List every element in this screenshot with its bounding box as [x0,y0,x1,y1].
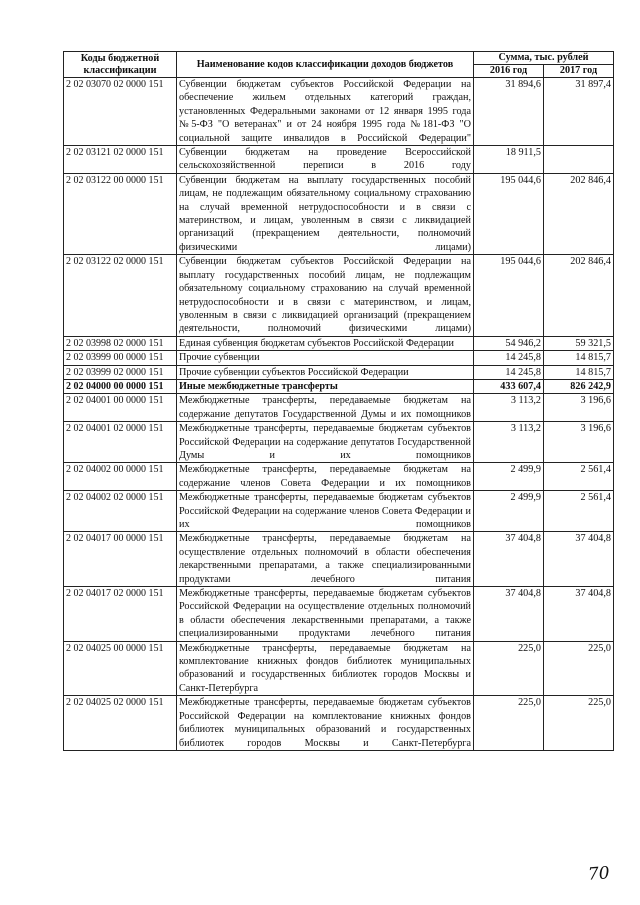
row-code: 2 02 03122 02 0000 151 [64,255,177,336]
row-value-2016: 3 113,2 [474,394,544,422]
row-code: 2 02 04002 02 0000 151 [64,491,177,532]
table-row [64,336,614,350]
row-value-2017: 3 196,6 [544,394,614,422]
row-name: Межбюджетные трансферты, передаваемые бюджетам на комплектование книжных фондов библиотек муниципальных образований и государственных библиотек городов Москвы и Санкт-Петербурга [177,641,474,696]
table-row [64,532,614,587]
budget-table [63,51,614,751]
row-value-2017: 31 897,4 [544,78,614,146]
row-name: Единая субвенция бюджетам субъектов Российской Федерации [177,336,474,350]
table-row [64,379,614,393]
row-code: 2 02 03121 02 0000 151 [64,146,177,174]
row-name: Прочие субвенции субъектов Российской Федерации [177,365,474,379]
header-code: Коды бюджетной классификации [64,52,177,78]
table-row [64,146,614,174]
row-value-2016: 433 607,4 [474,379,544,393]
row-value-2016: 3 113,2 [474,422,544,463]
row-code: 2 02 04001 02 0000 151 [64,422,177,463]
row-name: Субвенции бюджетам на выплату государственных пособий лицам, не подлежащим обязательному социальному страхованию на случай временной нетрудоспособности и в связи с материнством, и лицам, уволенным в связи с ликвидацией организаций (прекращением деятельности, полномочий физическими лицами) [177,173,474,254]
row-value-2016: 18 911,5 [474,146,544,174]
row-name: Межбюджетные трансферты, передаваемые бюджетам на осуществление отдельных полномочий в области обеспечения лекарственными препаратами, а также специализированными продуктами лечебного питания [177,532,474,587]
row-value-2017: 37 404,8 [544,532,614,587]
row-code: 2 02 03122 00 0000 151 [64,173,177,254]
row-name: Межбюджетные трансферты, передаваемые бюджетам на содержание членов Совета Федерации и их помощников [177,463,474,491]
row-code: 2 02 04025 00 0000 151 [64,641,177,696]
table-row [64,641,614,696]
row-value-2017: 37 404,8 [544,587,614,642]
row-name: Прочие субвенции [177,351,474,365]
table-row [64,173,614,254]
row-code: 2 02 03070 02 0000 151 [64,78,177,146]
row-code: 2 02 04002 00 0000 151 [64,463,177,491]
row-value-2016: 225,0 [474,641,544,696]
row-value-2017: 2 561,4 [544,491,614,532]
page-number: 70 [587,863,611,885]
table-row [64,696,614,751]
row-value-2016: 37 404,8 [474,587,544,642]
table-row [64,463,614,491]
table-row [64,394,614,422]
row-value-2016: 31 894,6 [474,78,544,146]
row-code: 2 02 04025 02 0000 151 [64,696,177,751]
table-row [64,255,614,336]
table-row [64,365,614,379]
row-value-2017: 202 846,4 [544,173,614,254]
row-value-2017: 202 846,4 [544,255,614,336]
row-name: Иные межбюджетные трансферты [177,379,474,393]
row-value-2016: 195 044,6 [474,173,544,254]
row-value-2016: 37 404,8 [474,532,544,587]
row-value-2016: 195 044,6 [474,255,544,336]
row-value-2016: 2 499,9 [474,491,544,532]
row-value-2017: 2 561,4 [544,463,614,491]
row-value-2017: 59 321,5 [544,336,614,350]
table-row [64,587,614,642]
table-row [64,78,614,146]
table-row [64,422,614,463]
row-name: Межбюджетные трансферты, передаваемые бюджетам на содержание депутатов Государственной Думы и их помощников [177,394,474,422]
header-year-2017: 2017 год [544,65,614,78]
row-value-2017: 14 815,7 [544,351,614,365]
row-name: Субвенции бюджетам на проведение Всероссийской сельскохозяйственной переписи в 2016 году [177,146,474,174]
table-row [64,491,614,532]
row-code: 2 02 04017 00 0000 151 [64,532,177,587]
row-value-2017: 14 815,7 [544,365,614,379]
row-code: 2 02 04017 02 0000 151 [64,587,177,642]
table-row [64,351,614,365]
row-value-2016: 14 245,8 [474,351,544,365]
header-row [64,52,614,65]
row-value-2017: 225,0 [544,696,614,751]
row-value-2016: 54 946,2 [474,336,544,350]
row-name: Субвенции бюджетам субъектов Российской Федерации на обеспечение жильем отдельных категорий граждан, установленных Федеральными законами от 12 января 1995 года №5-ФЗ "О ветеранах" и от 24 ноября 1995 года №181-ФЗ "О социальной защите инвалидов в Российской Федерации" [177,78,474,146]
row-name: Субвенции бюджетам субъектов Российской Федерации на выплату государственных пособий лицам, не подлежащим обязательному социальному страхованию на случай временной нетрудоспособности и в связи с материнством, и лицам, уволенным в связи с ликвидацией организаций (прекращением деятельности, полномочий физическими лицами) [177,255,474,336]
header-sum: Сумма, тыс. рублей [474,52,614,65]
row-value-2016: 2 499,9 [474,463,544,491]
row-value-2016: 225,0 [474,696,544,751]
row-code: 2 02 04001 00 0000 151 [64,394,177,422]
row-name: Межбюджетные трансферты, передаваемые бюджетам субъектов Российской Федерации на содержание членов Совета Федерации и их помощников [177,491,474,532]
row-name: Межбюджетные трансферты, передаваемые бюджетам субъектов Российской Федерации на содержание депутатов Государственной Думы и их помощников [177,422,474,463]
row-code: 2 02 03999 00 0000 151 [64,351,177,365]
row-value-2017 [544,146,614,174]
header-name: Наименование кодов классификации доходов бюджетов [177,52,474,78]
row-value-2016: 14 245,8 [474,365,544,379]
row-code: 2 02 03998 02 0000 151 [64,336,177,350]
row-code: 2 02 04000 00 0000 151 [64,379,177,393]
header-year-2016: 2016 год [474,65,544,78]
row-name: Межбюджетные трансферты, передаваемые бюджетам субъектов Российской Федерации на комплектование книжных фондов библиотек муниципальных образований и государственных библиотек городов Москвы и Санкт-Петербурга [177,696,474,751]
row-value-2017: 3 196,6 [544,422,614,463]
row-name: Межбюджетные трансферты, передаваемые бюджетам субъектов Российской Федерации на осуществление отдельных полномочий в области обеспечения лекарственными препаратами, а также специализированными продуктами лечебного питания [177,587,474,642]
row-code: 2 02 03999 02 0000 151 [64,365,177,379]
row-value-2017: 826 242,9 [544,379,614,393]
row-value-2017: 225,0 [544,641,614,696]
table-body [64,78,614,751]
